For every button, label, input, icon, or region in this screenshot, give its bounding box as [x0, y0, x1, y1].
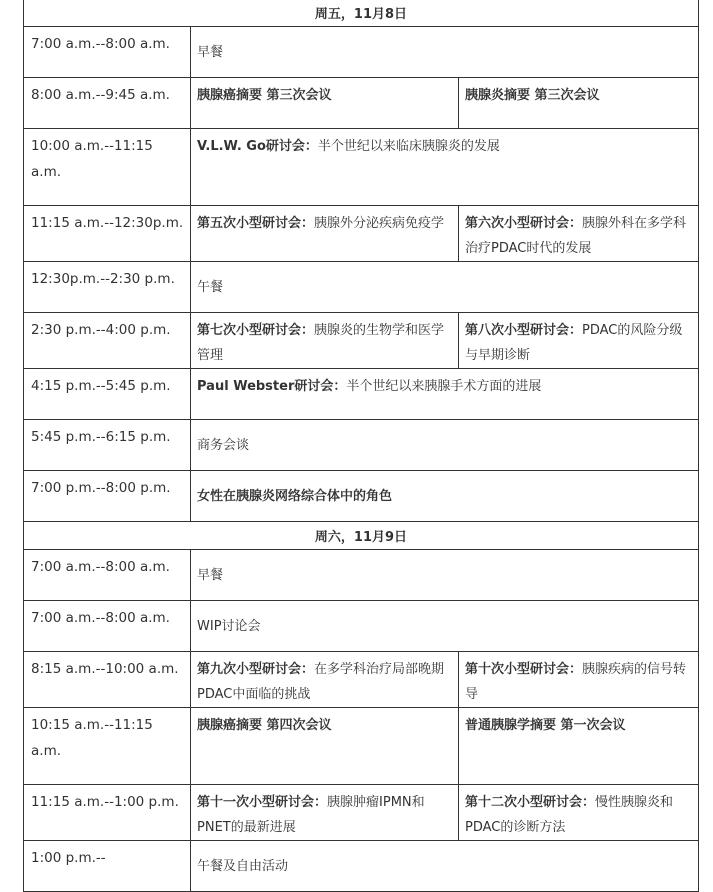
- day-header-row: [24, 0, 699, 27]
- event-title: 胰腺炎摘要 第三次会议: [465, 88, 600, 103]
- event-description: 半个世纪以来胰腺手术方面的进展: [346, 379, 542, 394]
- event-cell: [191, 27, 699, 78]
- event-description: 胰腺外分泌疾病免疫学: [314, 216, 445, 231]
- event-description: WIP讨论会: [197, 619, 261, 634]
- event-title: 第六次小型研讨会：: [465, 216, 583, 231]
- time-cell: 12:30p.m.--2:30 p.m.: [24, 262, 191, 313]
- event-title: 第五次小型研讨会：: [197, 216, 315, 231]
- schedule-row: [24, 652, 699, 708]
- event-cell: [191, 652, 459, 708]
- event-cell: [191, 369, 699, 420]
- event-cell: [191, 206, 459, 262]
- schedule-row: [24, 601, 699, 652]
- schedule-row: [24, 206, 699, 262]
- event-cell: [191, 262, 699, 313]
- event-description: 商务会谈: [197, 438, 250, 453]
- time-cell: 7:00 a.m.--8:00 a.m.: [24, 27, 191, 78]
- time-cell: 8:15 a.m.--10:00 a.m.: [24, 652, 191, 708]
- day-header: 周五，11月8日: [24, 0, 699, 27]
- event-cell: [459, 313, 699, 369]
- event-cell: [459, 206, 699, 262]
- event-cell: [191, 708, 459, 785]
- event-description: 胰腺炎的生物学和医学管理: [197, 323, 445, 363]
- event-cell: [191, 129, 699, 206]
- schedule-row: [24, 313, 699, 369]
- event-description: 胰腺肿瘤IPMN和PNET的最新进展: [197, 795, 425, 835]
- time-cell: 11:15 a.m.--12:30p.m.: [24, 206, 191, 262]
- event-title: 第十一次小型研讨会：: [197, 795, 328, 810]
- event-title: V.L.W. Go研讨会：: [197, 139, 318, 154]
- schedule-row: [24, 262, 699, 313]
- event-title: 胰腺癌摘要 第四次会议: [197, 718, 332, 733]
- event-description: 在多学科治疗局部晚期PDAC中面临的挑战: [197, 662, 445, 702]
- time-cell: 5:45 p.m.--6:15 p.m.: [24, 420, 191, 471]
- schedule-row: [24, 129, 699, 206]
- event-cell: [459, 78, 699, 129]
- event-cell: [459, 708, 699, 785]
- event-title: 第九次小型研讨会：: [197, 662, 315, 677]
- event-title: 女性在胰腺炎网络综合体中的角色: [197, 489, 393, 504]
- event-description: 胰腺疾病的信号转导: [465, 662, 687, 702]
- event-description: PDAC的风险分级与早期诊断: [465, 323, 683, 363]
- schedule-row: [24, 78, 699, 129]
- schedule-table: [23, 0, 699, 892]
- day-header: 周六，11月9日: [24, 522, 699, 550]
- time-cell: 2:30 p.m.--4:00 p.m.: [24, 313, 191, 369]
- schedule-row: [24, 27, 699, 78]
- event-description: 早餐: [197, 45, 224, 60]
- event-title: Paul Webster研讨会：: [197, 379, 347, 394]
- event-cell: [191, 601, 699, 652]
- schedule-row: [24, 841, 699, 892]
- time-cell: 4:15 p.m.--5:45 p.m.: [24, 369, 191, 420]
- event-cell: [459, 652, 699, 708]
- event-title: 胰腺癌摘要 第三次会议: [197, 88, 332, 103]
- schedule-body: [24, 0, 699, 892]
- schedule-row: [24, 550, 699, 601]
- event-title: 第十次小型研讨会：: [465, 662, 583, 677]
- schedule-row: [24, 471, 699, 522]
- time-cell: 7:00 a.m.--8:00 a.m.: [24, 601, 191, 652]
- time-cell: 11:15 a.m.--1:00 p.m.: [24, 785, 191, 841]
- event-title: 第十二次小型研讨会：: [465, 795, 596, 810]
- event-title: 第八次小型研讨会：: [465, 323, 583, 338]
- time-cell: 1:00 p.m.--: [24, 841, 191, 892]
- schedule-row: [24, 785, 699, 841]
- time-cell: 10:15 a.m.--11:15 a.m.: [24, 708, 191, 785]
- event-cell: [191, 471, 699, 522]
- event-description: 早餐: [197, 568, 224, 583]
- event-cell: [191, 841, 699, 892]
- schedule-row: [24, 708, 699, 785]
- time-cell: 8:00 a.m.--9:45 a.m.: [24, 78, 191, 129]
- event-cell: [191, 550, 699, 601]
- event-description: 午餐及自由活动: [197, 859, 289, 874]
- event-description: 慢性胰腺炎和PDAC的诊断方法: [465, 795, 674, 835]
- schedule-row: [24, 420, 699, 471]
- time-cell: 7:00 p.m.--8:00 p.m.: [24, 471, 191, 522]
- event-cell: [459, 785, 699, 841]
- schedule-row: [24, 369, 699, 420]
- event-title: 普通胰腺学摘要 第一次会议: [465, 718, 626, 733]
- event-description: 半个世纪以来临床胰腺炎的发展: [317, 139, 500, 154]
- event-title: 第七次小型研讨会：: [197, 323, 315, 338]
- event-cell: [191, 785, 459, 841]
- event-cell: [191, 420, 699, 471]
- event-description: 午餐: [197, 280, 224, 295]
- event-description: 胰腺外科在多学科治疗PDAC时代的发展: [465, 216, 687, 256]
- time-cell: 10:00 a.m.--11:15 a.m.: [24, 129, 191, 206]
- event-cell: [191, 78, 459, 129]
- event-cell: [191, 313, 459, 369]
- day-header-row: [24, 522, 699, 550]
- time-cell: 7:00 a.m.--8:00 a.m.: [24, 550, 191, 601]
